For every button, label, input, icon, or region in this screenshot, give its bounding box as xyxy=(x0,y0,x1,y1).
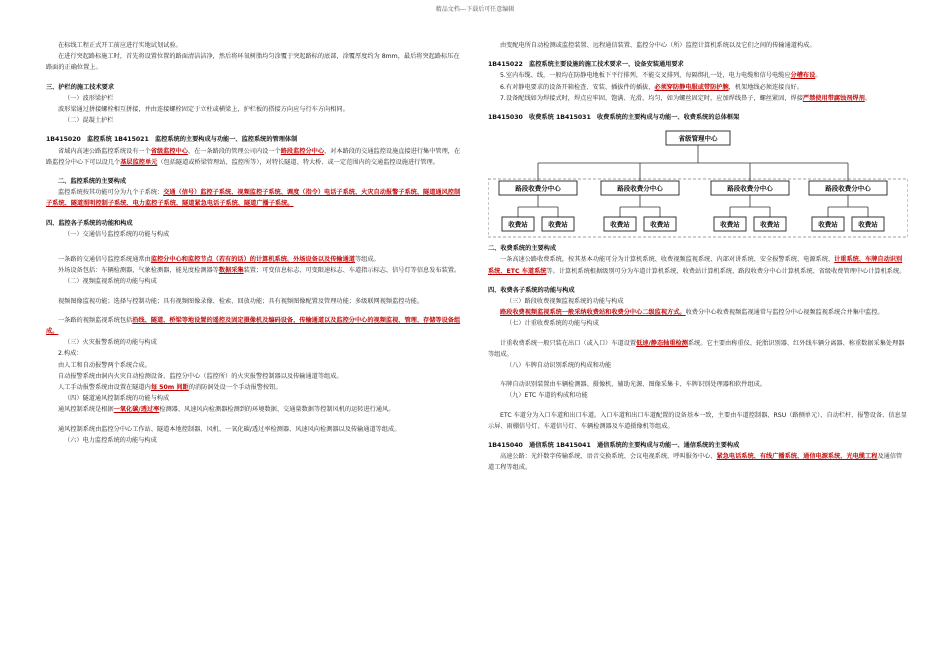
highlight: 低速/静态轴重检测 xyxy=(636,339,688,347)
paragraph: 在进行突起路标施工时，首先将设置位置的路面清洁洁净，然后将环氧树脂均匀涂覆于突起路标的底部，涂覆厚度约为 8mm，最后将突起路标压在路面的正确位置上。 xyxy=(46,53,460,72)
highlight: 交通（信号）监控子系统、视频监控子系统、调度（指令）电话子系统、火灾自动报警子系统、隧道通风控制子系统、隧道照明控制子系统、电力监控子系统、隧道紧急电话子系统、隧道广播子系统。 xyxy=(46,189,461,208)
subheading: （七）计重收费系统的功能与构成 xyxy=(506,320,599,328)
paragraph: 车牌自动识别装置由车辆检测器、摄像机、辅助光源、图像采集卡、车牌识别处理器和软件组成。 xyxy=(500,381,767,389)
svg-text:路段收费分中心: 路段收费分中心 xyxy=(515,184,561,193)
subheading: （二）视频监视系统的功能与构成 xyxy=(64,278,157,286)
highlight: 一氧化碳/透过率 xyxy=(113,406,160,414)
center-box xyxy=(666,131,730,145)
paragraph: 由变配电所自动检测或监控装置、远程通信装置、监控分中心（所）监控计算机系统以及它们之间的传输通道构成。 xyxy=(500,42,816,49)
section-heading: 二、监控系统的主要构成 xyxy=(58,178,127,186)
svg-text:省级管理中心: 省级管理中心 xyxy=(678,134,718,143)
paragraph: 计重收费系统一般只装在出口（或入口）车道设置低速/静态轴重检测系统。它主要由称重仪、轮胎识别器、红外线车辆分离器、称重数据采集处理器等组成。 xyxy=(488,339,905,358)
sub-center-box xyxy=(809,181,887,195)
subheading: （六）电力监控系统的功能与构成 xyxy=(64,436,157,444)
paragraph: 高速公路：光纤数字传输系统、语音交换系统、会议电视系统、呼叫服务中心、紧急电话系统、有线广播系统、通信电源系统、光电缆工程及通信管道工程等组成。 xyxy=(488,453,903,472)
paragraph: 人工手动报警系统由设置在隧道内每 50m 间距的消防洞处设一个手动报警按钮。 xyxy=(58,384,282,392)
station-box xyxy=(604,217,636,231)
subheading: （三）路段收费视频监视系统的功能与构成 xyxy=(506,298,624,306)
paragraph: 7.设备配线如为焊接式时，焊点应牢固、饱满、光滑、均匀，如为螺丝固定时，应加焊线鼻子，螺丝紧固，焊接严禁使用带腐蚀剂焊剂。 xyxy=(500,94,871,102)
paragraph: 路段收费视频监视系统一般采纳收费站和收费分中心二级监视方式。收费分中心收费视频监视通常与监控分中心视频监视系统合并集中监控。 xyxy=(500,309,884,317)
right-column xyxy=(488,40,908,474)
station-box xyxy=(714,217,746,231)
section-heading: 1B415040 通信系统 1B415041 通信系统的主要构成与功能一、通信系统的主要构成 xyxy=(488,442,740,450)
svg-text:收费站: 收费站 xyxy=(760,220,780,229)
paragraph: 通风控制系统是根据一氧化碳/透过率检测器、风速风向检测器检测到的环境数据、交通量数据等控制风机的运转进行通风。 xyxy=(58,406,395,414)
svg-text:路段收费分中心: 路段收费分中心 xyxy=(825,184,871,193)
paragraph: 一条路的视频监视系统包括沿线、隧道、桥梁等地设置的遥控及固定摄像机及编码设备，传输通道以及监控分中心的视频监视、管理、存储等设备组成。 xyxy=(46,316,461,336)
station-box xyxy=(502,217,534,231)
highlight: 沿线、隧道、桥梁等地设置的遥控及固定摄像机及编码设备，传输通道以及监控分中心的视频监视、管理、存储等设备组成。 xyxy=(46,316,461,336)
svg-text:收费站: 收费站 xyxy=(650,220,670,229)
highlight: 分槽布设 xyxy=(790,72,816,80)
paragraph: 在标线工程正式开工前应进行实地试划试验。 xyxy=(58,42,182,49)
paragraph: 一条路的交通信号监控系统通常由监控分中心和监控节点（若有的话）的计算机系统、外场设备以及传输通道等组成。 xyxy=(58,256,380,264)
paragraph: 一条高速公路收费系统，按其基本功能可分为计算机系统、收费视频监视系统、内部对讲系统、安全报警系统、电源系统、计重系统、车牌自动识别系统、ETC 车道系统等。计算机系统根据级别可分为车道计算机系统、收费站计算机系统、路段收费分中心计算机系统、省级收费管理中心计算机系统。 xyxy=(488,256,906,275)
highlight: 计重系统、车牌自动识别系统、ETC 车道系统 xyxy=(488,256,903,275)
toll-system-framework-diagram xyxy=(488,127,908,239)
station-box xyxy=(812,217,844,231)
highlight: 紧急电话系统、有线广播系统、通信电源系统、光电缆工程 xyxy=(716,453,878,461)
station-box xyxy=(852,217,884,231)
paragraph: 省域内高速公路监控系统设有一个省级监控中心，在一条路段的管理公司内设一个路段监控分中心，对本路段的交通监控设施直接进行集中管理，在路监控分中心下可以设几个基层监控单元（包括隧道或桥梁管理站、监控所等），对特长隧道、特大桥、或一定范围内的交通监控设施进行管理。 xyxy=(46,147,461,166)
paragraph: 波形梁通过拼接螺栓相互拼接，并由连接螺栓固定于立柱或横梁上，护栏板的搭接方向应与行车方向相同。 xyxy=(58,106,349,114)
paragraph: ETC 车道分为入口车道和出口车道。入口车道和出口车道配置的设备基本一致，主要由车道控制器、RSU（路侧单元）、自动栏杆、报警设备、信息显示屏、雨棚信号灯、车道信号灯、车辆检测器及车道摄像机等组成。 xyxy=(488,411,907,430)
section-heading: 三、护栏的施工技术要求 xyxy=(46,83,115,91)
subheading: （二）混凝土护栏 xyxy=(64,117,114,125)
subheading: （四）隧道通风控制系统的功能与构成 xyxy=(64,395,170,403)
section-heading: 1B415020 监控系统 1B415021 监控系统的主要构成与功能一、监控系统的管理体制 xyxy=(46,136,298,144)
highlight: 基层监控单元 xyxy=(120,158,158,166)
svg-text:收费站: 收费站 xyxy=(508,220,528,229)
paragraph: 监控系统按其功能可分为九个子系统：交通（信号）监控子系统、视频监控子系统、调度（指令）电话子系统、火灾自动报警子系统、隧道通风控制子系统、隧道照明控制子系统、电力监控子系统、隧道紧急电话子系统、隧道广播子系统。 xyxy=(46,189,461,208)
subheading: （三）火灾报警系统的功能与构成 xyxy=(64,339,157,347)
paragraph: 视频图像监视功能；选择与控制功能；具有视频图像录像、检索、回放功能；具有视频图像配置及管理功能；多级联网视频监控功能。 xyxy=(58,297,424,305)
paragraph: 通风控制系统由监控分中心工作站、隧道本地控制器、风机、一氧化碳/透过率检测器、风速风向检测器以及传输通道等组成。 xyxy=(58,425,401,433)
section-heading: 二、收费系统的主要构成 xyxy=(488,245,557,253)
svg-text:收费站: 收费站 xyxy=(548,220,568,229)
section-heading: 1B415030 收费系统 1B415031 收费系统的主要构成与功能一、收费系统的总体框架 xyxy=(488,114,740,122)
section-heading: 1B415022 监控系统主要设施的施工技术要求一、设备安装通用要求 xyxy=(488,61,684,69)
highlight: 路段收费视频监视系统一般采纳收费站和收费分中心二级监视方式。 xyxy=(500,309,686,317)
svg-text:路段收费分中心: 路段收费分中心 xyxy=(727,184,773,193)
highlight: 监控分中心和监控节点（若有的话）的计算机系统、外场设备以及传输通道 xyxy=(150,256,355,264)
section-heading: 四、监控各子系统的功能和构成 xyxy=(46,219,133,227)
subheading: （一）波形梁护栏 xyxy=(64,94,114,102)
paragraph: 外场设备包括：车辆检测器，气象检测器，能见度检测器等数据采集装置；可变信息标志、可变限速标志、车道指示标志、信号灯等信息发布装置。 xyxy=(58,267,461,275)
paragraph: 6.有对静电要求的设备开箱检查、安装、插拔件的插拔，必须穿防静电服或带防护腕，机架地线必须连接良好。 xyxy=(500,83,803,91)
paragraph: 由人工和自动报警两个系统合成。 xyxy=(58,361,151,369)
page-header: 精品文档---下载后可任意编辑 xyxy=(435,6,515,13)
highlight: 数据采集 xyxy=(218,267,244,275)
highlight: 每 50m 间距 xyxy=(150,384,189,392)
svg-text:收费站: 收费站 xyxy=(818,220,838,229)
highlight: 严禁使用带腐蚀剂焊剂 xyxy=(802,94,865,102)
left-column xyxy=(46,40,464,446)
paragraph: 5.室内布缆、线，一般均在防静电地板下平行排列，不能交叉排列，每隔绑扎一处，电力电缆和信号电缆应分槽布设。 xyxy=(500,72,822,80)
svg-text:路段收费分中心: 路段收费分中心 xyxy=(617,184,663,193)
svg-text:收费站: 收费站 xyxy=(858,220,878,229)
station-box xyxy=(754,217,786,231)
svg-text:收费站: 收费站 xyxy=(720,220,740,229)
subheading: （八）车牌自动识别系统的构成和功能 xyxy=(506,362,612,370)
sub-center-box xyxy=(711,181,789,195)
svg-text:收费站: 收费站 xyxy=(610,220,630,229)
highlight: 路段监控分中心 xyxy=(280,147,325,155)
sub-center-box xyxy=(499,181,577,195)
subheading: （一）交通信号监控系统的功能与构成 xyxy=(64,230,170,238)
sub-center-box xyxy=(601,181,679,195)
subheading: （九）ETC 车道的构成和功能 xyxy=(506,392,588,400)
paragraph: 自动报警系统由洞内火灾自动检测设备、监控分中心（监控所）的火灾报警控制器以及传输通道等组成。 xyxy=(58,372,343,380)
station-box xyxy=(542,217,574,231)
highlight: 必须穿防静电服或带防护腕 xyxy=(654,83,729,91)
station-box xyxy=(644,217,676,231)
paragraph: 2.构成： xyxy=(58,350,83,358)
section-heading: 四、收费各子系统的功能与构成 xyxy=(488,286,575,294)
highlight: 省级监控中心 xyxy=(150,147,188,155)
